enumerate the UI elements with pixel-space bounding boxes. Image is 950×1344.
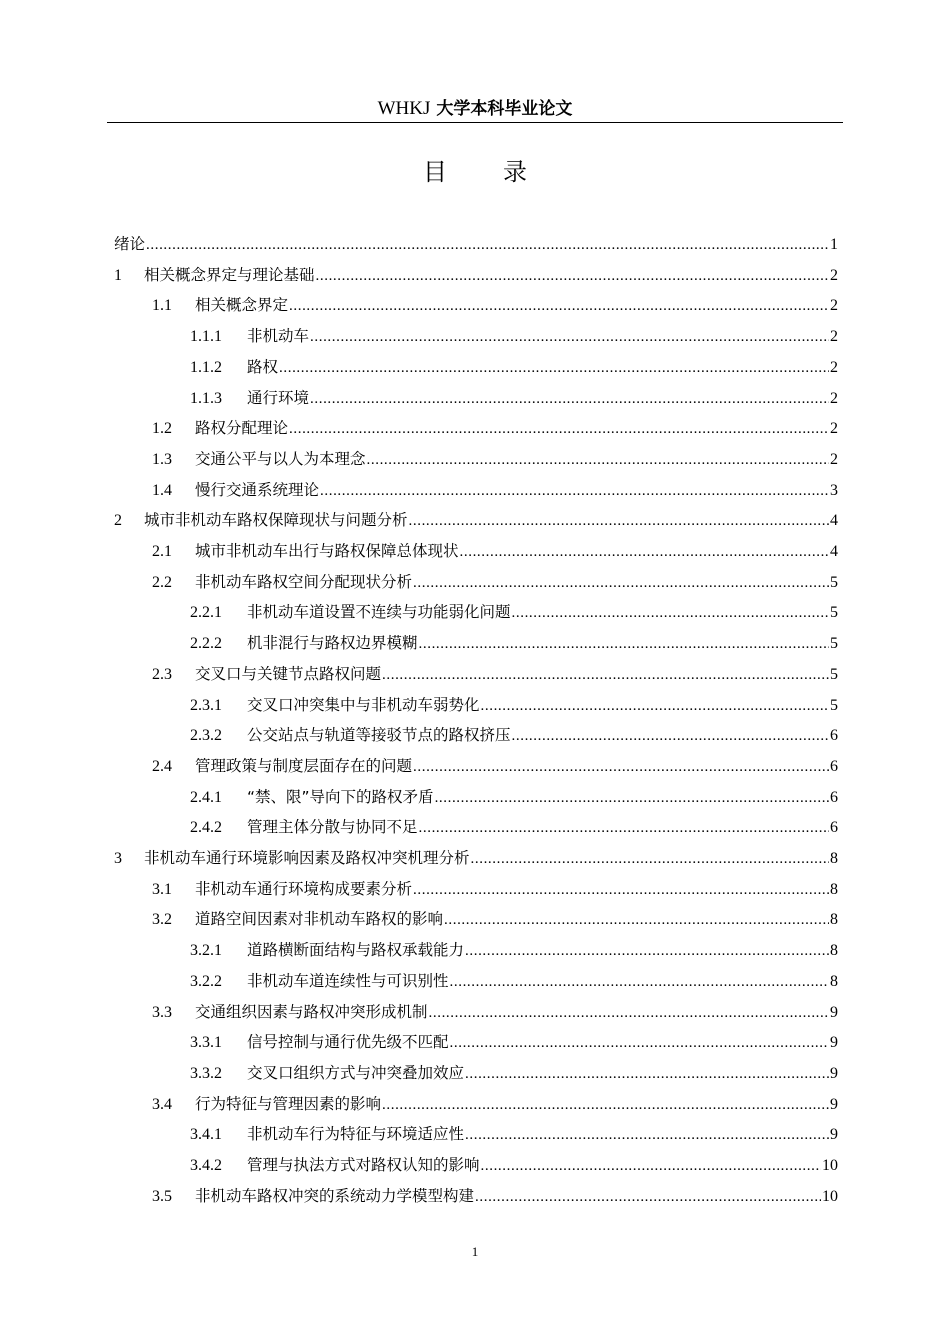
header-divider	[107, 122, 843, 123]
toc-entry	[114, 232, 838, 256]
toc-entry-title: 行为特征与管理因素的影响	[195, 1094, 382, 1113]
toc-leader-dots	[450, 1031, 829, 1055]
toc-entry-page: 8	[830, 880, 838, 898]
toc-entry-page: 9	[830, 1126, 838, 1144]
toc-entry-title: 机非混行与路权边界模糊	[247, 634, 418, 653]
toc-entry-title: 道路横断面结构与路权承载能力	[247, 941, 465, 960]
toc-entry-page: 5	[830, 696, 838, 714]
toc-entry-page: 6	[830, 727, 838, 745]
toc-entry-number: 1.1	[152, 297, 172, 315]
toc-entry-page: 9	[830, 1064, 838, 1082]
header-latin-text: WHKJ	[377, 98, 431, 119]
toc-entry-number: 2.2.1	[190, 604, 222, 622]
toc-entry-number: 1.2	[152, 420, 172, 438]
toc-entry-title: 信号控制与通行优先级不匹配	[247, 1033, 449, 1052]
toc-title: 目录	[423, 158, 583, 186]
toc-entry-page: 5	[830, 665, 838, 683]
toc-entry-page: 5	[830, 635, 838, 653]
toc-entry-title: 路权分配理论	[195, 419, 289, 438]
toc-entry-number: 3	[114, 850, 122, 867]
toc-entry-title: 非机动车通行环境影响因素及路权冲突机理分析	[144, 849, 470, 867]
toc-entry-title: 交叉口组织方式与冲突叠加效应	[247, 1063, 465, 1082]
toc-entry-page: 9	[830, 1003, 838, 1021]
toc-entry-title: 非机动车道连续性与可识别性	[247, 971, 449, 990]
toc-leader-dots	[279, 356, 829, 380]
toc-entry	[152, 1000, 838, 1024]
toc-entry-number: 3.4.2	[190, 1157, 222, 1174]
toc-entry-number: 1.3	[152, 450, 172, 468]
toc-entry-number: 2.1	[152, 543, 172, 560]
toc-entry-page: 8	[830, 942, 838, 960]
toc-entry-page: 10	[822, 1157, 838, 1174]
toc-entry	[190, 324, 838, 348]
toc-entry-title: 公交站点与轨道等接驳节点的路权挤压	[247, 726, 511, 745]
toc-entry-title: 管理主体分散与协同不足	[247, 818, 418, 837]
toc-entry-page: 2	[830, 266, 838, 284]
toc-entry-page: 8	[830, 972, 838, 990]
toc-entry-title: 城市非机动车路权保障现状与问题分析	[144, 511, 408, 530]
toc-entry-page: 3	[830, 481, 838, 499]
toc-entry-number: 2.4.1	[190, 788, 222, 806]
toc-entry-title: 非机动车	[247, 327, 310, 346]
toc-leader-dots	[419, 816, 829, 840]
toc-entry-number: 1.4	[152, 481, 172, 499]
toc-leader-dots	[465, 1062, 829, 1086]
toc-entry-page: 6	[830, 757, 838, 775]
toc-entry	[114, 508, 838, 532]
toc-entry-page: 9	[830, 1095, 838, 1113]
toc-entry	[190, 355, 838, 379]
toc-leader-dots	[413, 878, 829, 902]
toc-entry-number: 2.3.2	[190, 727, 222, 745]
toc-entry-number: 3.2.1	[190, 942, 222, 960]
toc-entry-number: 3.4.1	[190, 1126, 222, 1144]
toc-leader-dots	[146, 233, 829, 257]
toc-entry-number: 2	[114, 512, 122, 530]
toc-leader-dots	[435, 786, 829, 810]
toc-leader-dots	[460, 540, 829, 564]
toc-leader-dots	[512, 724, 829, 748]
toc-leader-dots	[382, 663, 829, 687]
toc-entry-title: 管理政策与制度层面存在的问题	[195, 756, 413, 775]
toc-entry-number: 1	[114, 266, 122, 284]
toc-entry-title: 非机动车道设置不连续与功能弱化问题	[247, 603, 511, 622]
toc-leader-dots	[413, 571, 829, 595]
toc-entry-page: 2	[830, 328, 838, 346]
toc-entry-title: 非机动车通行环境构成要素分析	[195, 879, 413, 898]
toc-leader-dots	[481, 1154, 821, 1178]
toc-entry-title: 交叉口与关键节点路权问题	[195, 664, 382, 683]
toc-entry	[152, 570, 838, 594]
running-header	[107, 96, 843, 121]
header-title-text: 大学本科毕业论文	[436, 99, 573, 119]
toc-entry	[152, 293, 838, 317]
toc-entry-page: 10	[822, 1187, 838, 1205]
toc-entry	[152, 478, 838, 502]
toc-entry-title: 非机动车路权冲突的系统动力学模型构建	[195, 1186, 475, 1205]
toc-entry-title: 相关概念界定与理论基础	[144, 265, 315, 284]
toc-leader-dots	[413, 755, 829, 779]
toc-entry	[190, 1030, 838, 1054]
toc-entry-number: 3.3	[152, 1003, 172, 1021]
toc-entry-number: 3.1	[152, 880, 172, 898]
toc-entry-title: 非机动车路权空间分配现状分析	[195, 572, 413, 591]
toc-entry-page: 8	[830, 850, 838, 867]
toc-entry-title: 相关概念界定	[195, 296, 289, 315]
toc-entry	[152, 662, 838, 686]
toc-entry	[190, 1153, 838, 1177]
toc-entry-page: 4	[830, 512, 838, 530]
toc-entry-page: 2	[830, 450, 838, 468]
toc-entry-page: 6	[830, 788, 838, 806]
toc-entry-number: 1.1.1	[190, 328, 222, 346]
toc-entry	[152, 877, 838, 901]
toc-entry-title: 非机动车行为特征与环境适应性	[247, 1125, 465, 1144]
toc-entry-number: 2.4	[152, 757, 172, 775]
toc-entry-number: 3.3.2	[190, 1064, 222, 1082]
toc-entry-title: 绪论	[114, 235, 146, 253]
toc-entry	[152, 1092, 838, 1116]
toc-entry-number: 3.4	[152, 1095, 172, 1113]
toc-entry-page: 2	[830, 358, 838, 376]
toc-entry-number: 2.3.1	[190, 696, 222, 714]
toc-leader-dots	[512, 601, 829, 625]
toc-entry-number: 3.3.1	[190, 1034, 222, 1052]
toc-leader-dots	[310, 387, 829, 411]
toc-entry-number: 2.4.2	[190, 819, 222, 837]
toc-entry-number: 2.2	[152, 573, 172, 591]
toc-entry-number: 2.3	[152, 665, 172, 683]
toc-entry-title: 管理与执法方式对路权认知的影响	[247, 1156, 480, 1174]
page-number: 1	[471, 1244, 479, 1259]
toc-entry	[190, 723, 838, 747]
toc-entry	[152, 754, 838, 778]
toc-leader-dots	[310, 325, 829, 349]
toc-entry-title: 城市非机动车出行与路权保障总体现状	[195, 542, 459, 560]
toc-entry-title: 路权	[247, 357, 279, 376]
toc-entry-title: 交通公平与以人为本理念	[195, 449, 366, 468]
toc-leader-dots	[450, 970, 829, 994]
toc-entry-number: 3.2	[152, 911, 172, 929]
toc-entry-page: 1	[830, 236, 838, 253]
toc-leader-dots	[289, 294, 829, 318]
toc-entry	[190, 785, 838, 809]
toc-entry-title: 道路空间因素对非机动车路权的影响	[195, 910, 444, 929]
toc-entry	[190, 386, 838, 410]
toc-entry-title: 通行环境	[247, 388, 310, 407]
toc-entry	[190, 969, 838, 993]
toc-leader-dots	[471, 847, 829, 871]
toc-leader-dots	[409, 509, 829, 533]
toc-entry-number: 1.1.2	[190, 358, 222, 376]
toc-entry	[190, 815, 838, 839]
toc-entry-page: 2	[830, 389, 838, 407]
toc-entry-number: 3.5	[152, 1187, 172, 1205]
toc-entry	[152, 416, 838, 440]
toc-entry-page: 8	[830, 911, 838, 929]
toc-entry-number: 2.2.2	[190, 635, 222, 653]
toc-entry-page: 5	[830, 573, 838, 591]
toc-entry	[152, 539, 838, 563]
toc-entry-title: “禁、限”导向下的路权矛盾	[247, 787, 434, 806]
toc-entry-number: 3.2.2	[190, 972, 222, 990]
toc-entry-page: 4	[830, 543, 838, 560]
toc-leader-dots	[429, 1001, 829, 1025]
toc-entry-number: 1.1.3	[190, 389, 222, 407]
toc-leader-dots	[289, 417, 829, 441]
toc-entry	[190, 1122, 838, 1146]
toc-leader-dots	[419, 632, 829, 656]
toc-entry	[152, 907, 838, 931]
toc-entry-page: 5	[830, 604, 838, 622]
toc-entry	[152, 1184, 838, 1208]
toc-entry	[190, 693, 838, 717]
toc-leader-dots	[367, 448, 829, 472]
toc-leader-dots	[481, 694, 829, 718]
toc-leader-dots	[465, 939, 829, 963]
toc-entry-page: 2	[830, 420, 838, 438]
toc-entry-title: 交通组织因素与路权冲突形成机制	[195, 1002, 428, 1021]
toc-entry-title: 慢行交通系统理论	[195, 480, 320, 499]
toc-entry-title: 交叉口冲突集中与非机动车弱势化	[247, 695, 480, 714]
toc-entry	[114, 263, 838, 287]
toc-leader-dots	[465, 1123, 829, 1147]
toc-entry	[190, 631, 838, 655]
toc-entry	[190, 600, 838, 624]
toc-leader-dots	[316, 264, 829, 288]
toc-entry	[190, 1061, 838, 1085]
toc-entry	[190, 938, 838, 962]
toc-leader-dots	[320, 479, 829, 503]
toc-leader-dots	[382, 1093, 829, 1117]
toc-entry-page: 2	[830, 297, 838, 315]
toc-entry-page: 6	[830, 819, 838, 837]
toc-entry-page: 9	[830, 1034, 838, 1052]
toc-entry	[114, 846, 838, 870]
toc-leader-dots	[444, 908, 829, 932]
toc-leader-dots	[475, 1185, 821, 1209]
toc-entry	[152, 447, 838, 471]
